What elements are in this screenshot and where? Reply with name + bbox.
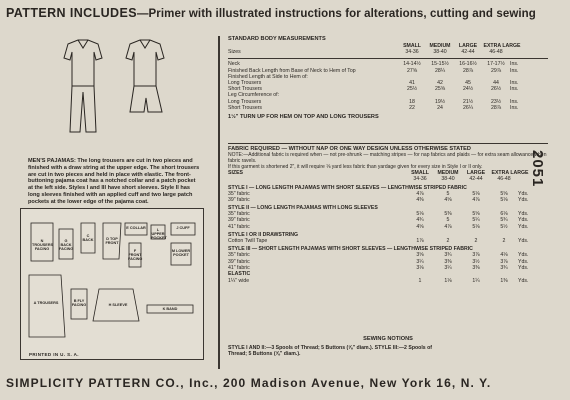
measurement-label: Finished Length at Side to Hem of: bbox=[228, 73, 308, 80]
measurement-value: 18 bbox=[409, 98, 415, 105]
fabric-value: 5⅜ bbox=[444, 211, 452, 218]
fabric-value: 4⅞ bbox=[472, 196, 480, 203]
measurement-row bbox=[228, 105, 548, 111]
size-range: 38-40 bbox=[441, 176, 455, 183]
fabric-row bbox=[228, 197, 548, 203]
sewing-notions bbox=[228, 336, 548, 358]
label-g: G BACK FACING bbox=[59, 239, 74, 251]
notions-title: SEWING NOTIONS bbox=[363, 336, 413, 342]
fabric-value: 1⅜ bbox=[500, 277, 508, 284]
label-l: L UPPER POCKET bbox=[151, 228, 167, 240]
fabric-unit: Yds. bbox=[518, 190, 529, 197]
measurement-value: 16-16½ bbox=[459, 61, 477, 68]
measurement-label: Short Trousers bbox=[228, 104, 263, 111]
fabric-unit: Yds. bbox=[518, 258, 529, 265]
publisher-footer: SIMPLICITY PATTERN CO., Inc., 200 Madison Avenue, New York 16, N. Y. bbox=[6, 376, 492, 390]
fabric-value: 3⅞ bbox=[472, 252, 480, 259]
fabric-value: 5⅛ bbox=[472, 190, 480, 197]
measurement-value: 19½ bbox=[434, 98, 446, 105]
measurement-value: 42 bbox=[437, 79, 443, 86]
fabric-title: FABRIC REQUIRED — WITHOUT NAP OR ONE WAY DESIGN UNLESS OTHERWISE STATED bbox=[228, 146, 471, 152]
fabric-value: 3¼ bbox=[444, 264, 452, 271]
measurement-unit: Ins. bbox=[510, 104, 519, 111]
fabric-value: 4⅝ bbox=[416, 223, 424, 230]
measurement-unit: Ins. bbox=[510, 86, 519, 93]
label-m: M LOWER POCKET bbox=[171, 249, 191, 257]
fabric-label: 35" fabric bbox=[228, 211, 250, 218]
piece-a bbox=[29, 275, 65, 337]
label-k: K BAND bbox=[162, 307, 178, 311]
measurement-unit: Ins. bbox=[510, 61, 519, 68]
fabric-row bbox=[228, 278, 548, 284]
fabric-value: 1¼ bbox=[472, 277, 480, 284]
fabric-label: 41" fabric bbox=[228, 264, 250, 271]
measurement-value: 28⅞ bbox=[490, 104, 502, 111]
fabric-value: 2 bbox=[502, 238, 506, 245]
info-panel bbox=[218, 36, 548, 369]
size-range: 46-48 bbox=[489, 49, 503, 56]
label-c: C BACK bbox=[82, 234, 94, 242]
fabric-value: 5¼ bbox=[472, 217, 480, 224]
label-a: A TROUSERS bbox=[33, 301, 59, 305]
measurement-value: 28¼ bbox=[434, 67, 446, 74]
measurement-value: 26½ bbox=[490, 86, 502, 93]
measurement-value: 17-17½ bbox=[487, 61, 505, 68]
notions-line: STYLE I AND II:—3 Spools of Thread; 5 Buttons (⅝" diam.). STYLE III:—2 Spools of bbox=[228, 345, 433, 351]
measurement-value: 21½ bbox=[462, 98, 474, 105]
pattern-pieces-diagram bbox=[20, 208, 204, 360]
label-e: E COLLAR bbox=[126, 226, 146, 230]
fabric-value: 5⅝ bbox=[472, 211, 480, 218]
fabric-unit: Yds. bbox=[518, 196, 529, 203]
fabric-value: 4⅝ bbox=[444, 196, 452, 203]
fabric-value: 2 bbox=[446, 238, 450, 245]
measurement-value: 26¼ bbox=[462, 104, 474, 111]
header-prefix: PATTERN INCLUDES bbox=[6, 6, 137, 20]
measurement-value: 24 bbox=[437, 104, 443, 111]
fabric-section-title: STYLE I — LONG LENGTH PAJAMAS WITH SHORT SLEEVES — LENGTHWISE STRIPED FABRIC bbox=[228, 184, 467, 191]
measurement-value: 15-15½ bbox=[431, 61, 449, 68]
measurement-value: 25⅝ bbox=[434, 86, 446, 93]
measurement-unit: Ins. bbox=[510, 79, 519, 86]
fabric-value: 4¾ bbox=[416, 217, 424, 224]
size-col: MEDIUM bbox=[429, 43, 451, 49]
fabric-size-ranges bbox=[228, 176, 548, 182]
fabric-value: 3¼ bbox=[416, 258, 424, 265]
size-range: 42-44 bbox=[461, 49, 475, 56]
measurements-title: STANDARD BODY MEASUREMENTS bbox=[228, 36, 326, 42]
fabric-value: 4⅛ bbox=[500, 252, 508, 259]
size-range: 38-40 bbox=[433, 49, 447, 56]
fabric-row bbox=[228, 224, 548, 230]
fabric-value: 5⅛ bbox=[416, 211, 424, 218]
measurement-value: 45 bbox=[465, 79, 471, 86]
measurement-value: 41 bbox=[409, 79, 415, 86]
fabric-note: NOTE:—Additional fabric is required when — not pre-shrunk — matching stripes — for nap fabrics and plaids — for extra seam allowance when fabric ravels. bbox=[228, 152, 547, 164]
measurement-value: 27⅝ bbox=[406, 67, 418, 74]
measurement-unit: Ins. bbox=[510, 98, 519, 105]
label-f: F FRONT FACING bbox=[128, 249, 143, 261]
fabric-value: 4⅞ bbox=[416, 190, 424, 197]
measurement-value: 24½ bbox=[462, 86, 474, 93]
fabric-value: 6⅛ bbox=[500, 211, 508, 218]
size-col: MEDIUM bbox=[437, 170, 459, 176]
fabric-label: ELASTIC bbox=[228, 271, 251, 278]
fabric-value: 4⅞ bbox=[444, 223, 452, 230]
fabric-value: 3¾ bbox=[444, 252, 452, 259]
size-range: 46-48 bbox=[497, 176, 511, 183]
size-range: 34-36 bbox=[405, 49, 419, 56]
fabric-note: If this garment is shortened 2", it will require ⅛ yard less fabric than yardage given for every size in Style I or II only. bbox=[228, 164, 483, 170]
fabric-required bbox=[228, 140, 548, 284]
fabric-value: 5⅝ bbox=[500, 190, 508, 197]
size-range: 34-36 bbox=[413, 176, 427, 183]
measurement-value: 22 bbox=[409, 104, 415, 111]
size-col: SMALL bbox=[403, 43, 421, 49]
fabric-value: 5 bbox=[446, 190, 450, 197]
size-col: EXTRA LARGE bbox=[483, 43, 521, 49]
fabric-unit: Yds. bbox=[518, 277, 529, 284]
fabric-value: 2 bbox=[474, 238, 478, 245]
fabric-unit: Yds. bbox=[518, 252, 529, 259]
label-b: B FLY FACING bbox=[71, 299, 87, 307]
fabric-section-title: STYLE II — LONG LENGTH PAJAMAS WITH LONG SLEEVES bbox=[228, 205, 378, 212]
label-n: N TROUSERS FACING bbox=[32, 239, 54, 251]
fabric-value: 3⅛ bbox=[416, 264, 424, 271]
fabric-unit: Yds. bbox=[518, 217, 529, 224]
measurement-label: Finished Back Length from Base of Neck to Hem of Top bbox=[228, 67, 356, 74]
fabric-value: 5½ bbox=[500, 223, 508, 230]
fabric-value: 5 bbox=[446, 217, 450, 224]
fabric-value: 3⅜ bbox=[472, 264, 480, 271]
size-range: 42-44 bbox=[469, 176, 483, 183]
measurement-label: Long Trousers bbox=[228, 79, 262, 86]
measurement-label: Neck bbox=[228, 61, 240, 68]
printed-in: PRINTED IN U. S. A. bbox=[29, 352, 79, 357]
fabric-unit: Yds. bbox=[518, 223, 529, 230]
label-j: J CUFF bbox=[176, 226, 190, 230]
fabric-value: 5⅛ bbox=[500, 196, 508, 203]
label-h: H SLEEVE bbox=[108, 303, 128, 307]
hem-note: 1½" TURN UP FOR HEM ON TOP AND LONG TROUSERS bbox=[228, 113, 379, 120]
style-description: MEN'S PAJAMAS: The long trousers are cut in two pieces and finished with a draw string at the upper edge. The short trousers are cut in two pieces and held in place with elastic. The front-buttoning pajama coat has a notched collar and a patch pocket at the left side. Styles I and III have short sleeves. Style II has long sleeves finished with an applied cuff and two large patch pockets at the lower edge of the pajama coat. bbox=[28, 158, 200, 205]
sizes-label: SIZES bbox=[228, 170, 243, 176]
pattern-number: 2051 bbox=[529, 150, 546, 188]
measurement-value: 23½ bbox=[490, 98, 502, 105]
fabric-value: 3⅞ bbox=[500, 258, 508, 265]
fabric-value: 3¾ bbox=[500, 264, 508, 271]
measurements-size-ranges bbox=[228, 49, 548, 55]
body-measurements bbox=[228, 36, 548, 120]
garment-illustration bbox=[58, 36, 198, 136]
measurement-value: 14-14½ bbox=[403, 61, 421, 68]
fabric-section-title: STYLE III — SHORT LENGTH PAJAMAS WITH SHORT SLEEVES — LENGTHWISE STRIPED FABRIC bbox=[228, 246, 473, 253]
fabric-label: 35" fabric bbox=[228, 252, 250, 259]
measurement-value: 29⅞ bbox=[490, 67, 502, 74]
fabric-section-title: STYLE I OR II DRAWSTRING bbox=[228, 232, 299, 239]
size-col: EXTRA LARGE bbox=[491, 170, 529, 176]
fabric-value: 3⅜ bbox=[444, 258, 452, 265]
fabric-label: 35" fabric bbox=[228, 190, 250, 197]
fabric-unit: Yds. bbox=[518, 238, 529, 245]
header-rest: —Primer with illustrated instructions for alterations, cutting and sewing bbox=[136, 8, 536, 20]
fabric-value: 1⅛ bbox=[444, 277, 452, 284]
fabric-label: 1¼" wide bbox=[228, 277, 250, 284]
fabric-value: 5¾ bbox=[500, 217, 508, 224]
measurement-unit: Ins. bbox=[510, 67, 519, 74]
fabric-value: 3½ bbox=[472, 258, 480, 265]
fabric-label: Cotton Twill Tape bbox=[228, 238, 268, 245]
measurement-value: 44 bbox=[493, 79, 499, 86]
fabric-value: 1 bbox=[418, 277, 422, 284]
label-d: D TOP FRONT bbox=[105, 237, 119, 245]
size-col: LARGE bbox=[458, 43, 478, 49]
measurement-label: Leg Circumference of: bbox=[228, 92, 280, 99]
measurement-value: 28⅞ bbox=[462, 67, 474, 74]
fabric-label: 39" fabric bbox=[228, 217, 250, 224]
fabric-value: 3⅝ bbox=[416, 252, 424, 259]
fabric-label: 41" fabric bbox=[228, 223, 250, 230]
fabric-value: 1⅞ bbox=[416, 238, 424, 245]
fabric-row bbox=[228, 238, 548, 244]
fabric-value: 5⅛ bbox=[472, 223, 480, 230]
measurement-label: Short Trousers bbox=[228, 86, 263, 93]
fabric-label: 39" fabric bbox=[228, 258, 250, 265]
header bbox=[6, 6, 566, 20]
measurement-label: Long Trousers bbox=[228, 98, 262, 105]
size-col: SMALL bbox=[411, 170, 429, 176]
pattern-pieces-drawing bbox=[21, 209, 203, 359]
sizes-label: Sizes bbox=[228, 49, 241, 56]
fabric-value: 4⅜ bbox=[416, 196, 424, 203]
fabric-unit: Yds. bbox=[518, 264, 529, 271]
fabric-unit: Yds. bbox=[518, 211, 529, 218]
fabric-label: 39" fabric bbox=[228, 196, 250, 203]
size-col: LARGE bbox=[466, 170, 486, 176]
notions-line: Thread; 5 Buttons (⅝" diam.). bbox=[228, 351, 301, 358]
measurement-value: 25½ bbox=[406, 86, 418, 93]
